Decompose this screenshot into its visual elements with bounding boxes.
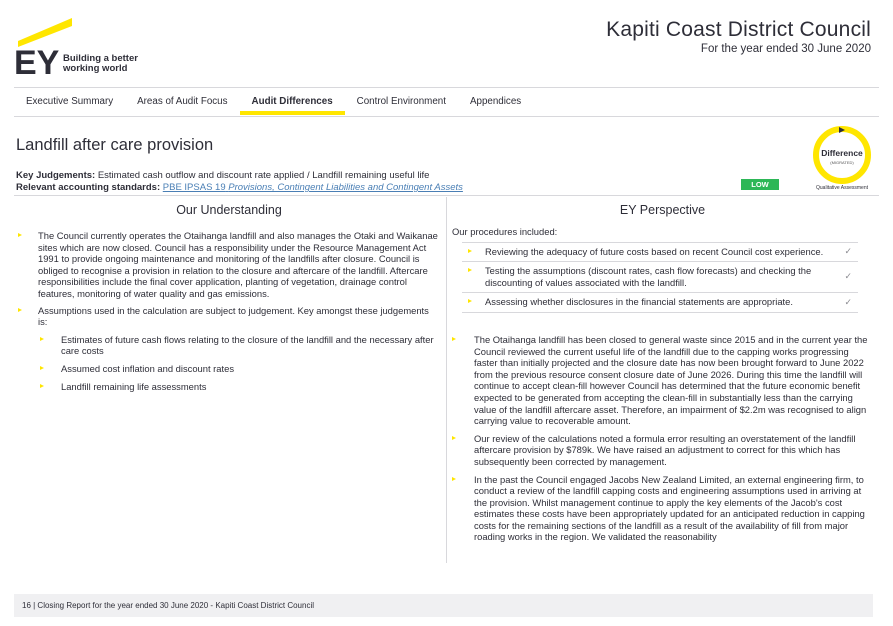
procedure-text: Testing the assumptions (discount rates, cash flow forecasts) and checking the discounting of values associated with the landfill. xyxy=(485,265,812,288)
finding-text: In the past the Council engaged Jacobs New Zealand Limited, an external engineering firm, to conduct a review of the landfill capping costs and engineering assumptions used in arriving at the provision. Whilst management continue to apply the key elements of the Jacob's cost estimates these costs have been appropriately updated for an anticipated reduction in capping costs for the remaining sections of the landfill as a result of the availability of fill from major roading works in the region. We validated the reasonability xyxy=(474,473,865,543)
document-title: Kapiti Coast District Council xyxy=(606,18,871,41)
column-divider xyxy=(446,197,447,563)
tab-executive-summary[interactable]: Executive Summary xyxy=(26,96,114,107)
procedure-item xyxy=(462,242,858,263)
finding-text: The Otaihanga landfill has been closed to general waste since 2015 and in the current year the Council reviewed the current useful life of the landfill due to the capping works progressing faster than initially projected and the closure date has now been brought forward to June 2022 from the previous resource consent closure date of June 2026. During this time the landfill will continue to accept clean-fill however Council has determined that the future economic benefit expected to be generated from accepting the clean-fill in substantially less than the carrying value of the landfill aftercare asset. Therefore, an impairment of $2.2m was recognised to align carrying value to recoverable amount. xyxy=(474,333,868,427)
procedure-item xyxy=(462,262,858,293)
tagline-line2: working world xyxy=(63,63,128,74)
judgement-sub-bullet-text: Estimates of future cash flows relating to the closure of the landfill and the necessary after care costs xyxy=(61,333,434,357)
standards-link[interactable] xyxy=(163,182,463,193)
perspective-column xyxy=(452,226,872,549)
key-judgements-text: Estimated cash outflow and discount rate applied / Landfill remaining useful life xyxy=(97,170,430,181)
finding-item xyxy=(452,334,872,427)
understanding-heading: Our Understanding xyxy=(176,203,282,217)
assessment-caption: Qualitative Assessment xyxy=(816,185,868,191)
judgement-sub-bullet-text: Landfill remaining life assessments xyxy=(61,380,207,392)
understanding-bullet xyxy=(16,305,440,328)
tab-areas-of-audit-focus[interactable]: Areas of Audit Focus xyxy=(137,96,228,107)
check-icon: ✓ xyxy=(844,271,852,282)
understanding-bullet-text: Assumptions used in the calculation are subject to judgement. Key amongst these judgements is: xyxy=(38,304,429,328)
procedure-text: Reviewing the adequacy of future costs based on recent Council cost experience. xyxy=(485,245,824,257)
content-divider xyxy=(14,195,879,196)
procedure-text: Assessing whether disclosures in the financial statements are appropriate. xyxy=(485,296,793,308)
bullet-arrow-icon xyxy=(40,337,44,341)
check-icon: ✓ xyxy=(844,296,852,307)
bullet-arrow-icon xyxy=(18,308,22,312)
understanding-bullet xyxy=(16,230,440,300)
logo-letters: EY xyxy=(14,44,60,76)
finding-item xyxy=(452,474,872,544)
key-judgements-line xyxy=(16,170,463,182)
bullet-arrow-icon xyxy=(468,268,472,272)
bullet-arrow-icon xyxy=(468,249,472,253)
nav-bottom-divider xyxy=(14,116,879,117)
procedures-intro: Our procedures included: xyxy=(452,226,558,237)
findings-list xyxy=(452,334,872,543)
judgement-sub-bullet xyxy=(16,363,440,375)
standards-link-title: Provisions, Contingent Liabilities and Contingent Assets xyxy=(228,182,463,193)
tagline-line1: Building a better xyxy=(63,53,138,64)
finding-item xyxy=(452,433,872,468)
bullet-arrow-icon xyxy=(452,436,456,440)
understanding-bullet-text: The Council currently operates the Otaihanga landfill and also manages the Otaki and Waikanae sites which are now closed. Council has a responsibility under the Resource Management Act 1991 to provide ongoing maintenance and monitoring of the landfills after closure. Council is obliged to recognise a provision in relation to the closure and aftercare of the landfill. Aftercare responsibilities include the final cover application, planting of vegetation, drainage control features, monitoring of water quality and gas emissions. xyxy=(38,230,438,299)
standards-label: Relevant accounting standards: xyxy=(16,182,161,193)
standards-link-code: PBE IPSAS 19 xyxy=(162,182,226,193)
judgement-sub-bullet-text: Assumed cost inflation and discount rates xyxy=(61,362,235,374)
tab-audit-differences[interactable]: Audit Differences xyxy=(240,91,345,115)
judgement-sub-bullet xyxy=(16,381,440,393)
tab-appendices[interactable]: Appendices xyxy=(469,96,522,107)
bullet-arrow-icon xyxy=(18,233,22,237)
nav-top-divider xyxy=(14,87,879,88)
check-icon: ✓ xyxy=(844,245,852,256)
assessment-badge-label: Difference xyxy=(821,148,863,158)
bullet-arrow-icon xyxy=(452,337,456,341)
judgements-block xyxy=(16,170,463,194)
page-footer: 16 | Closing Report for the year ended 30 June 2020 - Kapiti Coast District Council xyxy=(14,594,873,617)
section-nav xyxy=(14,91,533,115)
document-header xyxy=(606,18,871,55)
assessment-badge-sub: (MIGRATED) xyxy=(830,160,854,165)
risk-level-badge: LOW xyxy=(741,179,779,190)
key-judgements-label: Key Judgements: xyxy=(16,170,96,181)
bullet-arrow-icon xyxy=(468,299,472,303)
bullet-arrow-icon xyxy=(40,384,44,388)
tab-control-environment[interactable]: Control Environment xyxy=(356,96,446,107)
document-subtitle: For the year ended 30 June 2020 xyxy=(700,43,871,55)
bullet-arrow-icon xyxy=(40,366,44,370)
judgement-sub-bullet xyxy=(16,334,440,357)
procedure-item xyxy=(462,293,858,313)
perspective-heading: EY Perspective xyxy=(619,203,706,217)
procedures-list xyxy=(462,242,858,313)
section-title: Landfill after care provision xyxy=(16,136,214,154)
finding-text: Our review of the calculations noted a formula error resulting an overstatement of the landfill aftercare provision by $789k. We have raised an adjustment to correct for this which has subsequently been corrected by management. xyxy=(474,432,856,467)
qualitative-assessment-icon xyxy=(812,125,872,185)
bullet-arrow-icon xyxy=(452,477,456,481)
logo-tagline xyxy=(63,54,138,74)
standards-line xyxy=(16,182,463,194)
understanding-column xyxy=(16,230,440,398)
